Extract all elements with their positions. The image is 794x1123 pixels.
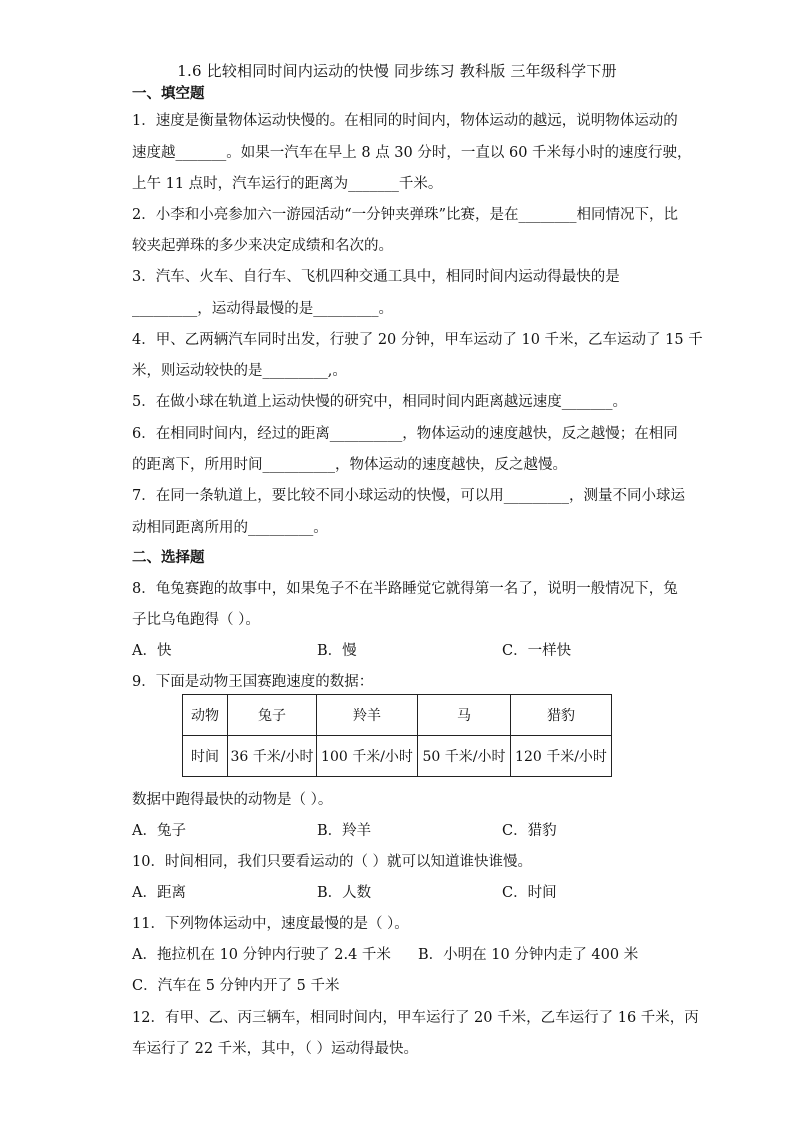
question-line: 车运行了 22 千米，其中，（ ）运动得最快。 xyxy=(132,1041,419,1057)
question-line: 8．龟兔赛跑的故事中，如果兔子不在半路睡觉它就得第一名了，说明一般情况下，兔 xyxy=(132,581,678,597)
animal-speed-table xyxy=(182,694,612,777)
table-cell: 36 千米/小时 xyxy=(228,736,317,777)
table-row xyxy=(183,736,612,777)
table-cell: 羚羊 xyxy=(317,695,418,736)
q9-option-c[interactable]: C．猎豹 xyxy=(502,823,557,839)
q11-option-a[interactable]: A．拖拉机在 10 分钟内行驶了 2.4 千米 xyxy=(132,947,391,963)
q10-option-b[interactable]: B．人数 xyxy=(317,885,372,901)
table-cell: 50 千米/小时 xyxy=(418,736,511,777)
question-line: 5．在做小球在轨道上运动快慢的研究中，相同时间内距离越远速度_______。 xyxy=(132,394,627,410)
question-line: 1．速度是衡量物体运动快慢的。在相同的时间内，物体运动的越远，说明物体运动的 xyxy=(132,113,678,129)
section-choice-heading: 二、选择题 xyxy=(132,550,205,566)
question-line: 11．下列物体运动中，速度最慢的是（ ）。 xyxy=(132,916,409,932)
section-fill-heading: 一、填空题 xyxy=(132,86,205,102)
q10-option-a[interactable]: A．距离 xyxy=(132,885,186,901)
question-line: 10．时间相同，我们只要看运动的（ ）就可以知道谁快谁慢。 xyxy=(132,854,533,870)
table-cell: 100 千米/小时 xyxy=(317,736,418,777)
question-line: 9．下面是动物王国赛跑速度的数据： xyxy=(132,674,374,690)
table-cell: 时间 xyxy=(183,736,228,777)
table-cell: 猎豹 xyxy=(511,695,612,736)
q11-option-c[interactable]: C．汽车在 5 分钟内开了 5 千米 xyxy=(132,978,340,994)
q8-option-c[interactable]: C．一样快 xyxy=(502,643,572,659)
question-line: 米，则运动较快的是_________,。 xyxy=(132,363,347,379)
q8-option-b[interactable]: B．慢 xyxy=(317,643,357,659)
question-line: _________，运动得最慢的是_________。 xyxy=(132,301,393,317)
table-cell: 兔子 xyxy=(228,695,317,736)
question-line: 速度越_______。如果一汽车在早上 8 点 30 分时，一直以 60 千米每小时的速度行驶， xyxy=(132,145,692,161)
q10-option-c[interactable]: C．时间 xyxy=(502,885,557,901)
q11-option-b[interactable]: B．小明在 10 分钟内走了 400 米 xyxy=(418,947,639,963)
question-line: 3．汽车、火车、自行车、飞机四种交通工具中，相同时间内运动得最快的是 xyxy=(132,269,620,285)
question-line: 4．甲、乙两辆汽车同时出发，行驶了 20 分钟，甲车运动了 10 千米，乙车运动了 15 千 xyxy=(132,332,703,348)
q9-option-a[interactable]: A．兔子 xyxy=(132,823,186,839)
question-line: 较夹起弹珠的多少来决定成绩和名次的。 xyxy=(132,238,393,254)
question-line: 子比乌龟跑得（ ）。 xyxy=(132,612,260,628)
page-title: 1.6 比较相同时间内运动的快慢 同步练习 教科版 三年级科学下册 xyxy=(177,62,617,80)
table-row xyxy=(183,695,612,736)
q8-option-a[interactable]: A．快 xyxy=(132,643,172,659)
question-line: 2．小李和小亮参加六一游园活动“一分钟夹弹珠”比赛，是在________相同情况下，比 xyxy=(132,207,679,223)
question-line: 6．在相同时间内，经过的距离__________，物体运动的速度越快，反之越慢；在相同 xyxy=(132,426,678,442)
question-line: 上午 11 点时，汽车运行的距离为_______千米。 xyxy=(132,176,443,192)
question-line: 数据中跑得最快的动物是（ ）。 xyxy=(132,792,333,808)
table-cell: 动物 xyxy=(183,695,228,736)
table-cell: 120 千米/小时 xyxy=(511,736,612,777)
table-cell: 马 xyxy=(418,695,511,736)
question-line: 7．在同一条轨道上，要比较不同小球运动的快慢，可以用_________，测量不同小球运 xyxy=(132,488,685,504)
question-line: 的距离下，所用时间__________，物体运动的速度越快，反之越慢。 xyxy=(132,457,567,473)
question-line: 12．有甲、乙、丙三辆车，相同时间内，甲车运行了 20 千米，乙车运行了 16 千米，丙 xyxy=(132,1010,699,1026)
q9-option-b[interactable]: B．羚羊 xyxy=(317,823,372,839)
question-line: 动相同距离所用的_________。 xyxy=(132,520,328,536)
